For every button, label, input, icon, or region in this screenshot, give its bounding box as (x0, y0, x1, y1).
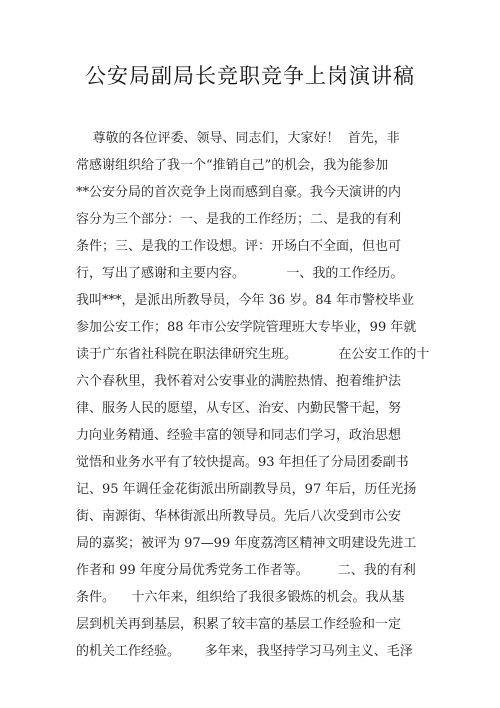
text-line: 律、服务人民的愿望，从专区、治安、内勤民警干起，努 (76, 401, 402, 416)
text-line: 作者和 99 年度分局优秀党务工作者等。 二、我的有利 (76, 563, 416, 578)
text-line: 六个春秋里，我怀着对公安事业的满腔热情、抱着维护法 (76, 374, 402, 389)
text-line: 行，写出了感谢和主要内容。 一、我的工作经历。 (76, 266, 404, 281)
text-line: 街、南源街、华林街派出所教导员。先后八次受到市公安 (76, 509, 402, 524)
text-line: 尊敬的各位评委、领导、同志们，大家好！ 首先，非 (76, 131, 400, 146)
text-line: 参加公安工作；88 年市公安学院管理班大专毕业，99 年就 (76, 320, 417, 335)
text-line: 条件。 十六年来，组织给了我很多锻炼的机会。我从基 (76, 590, 405, 605)
text-line: 容分为三个部分：一、是我的工作经历；二、是我的有利 (76, 212, 402, 227)
text-line: 力向业务精通、经验丰富的领导和同志们学习，政治思想 (76, 428, 402, 443)
text-line: 记、95 年调任金花街派出所副教导员，97 年后，历任光扬 (76, 482, 417, 497)
text-line: 的机关工作经验。 多年来，我坚持学习马列主义、毛泽 (76, 644, 413, 659)
text-line: **公安分局的首次竞争上岗而感到自豪。我今天演讲的内 (76, 185, 402, 200)
text-line: 局的嘉奖；被评为 97—99 年度荔湾区精神文明建设先进工 (76, 536, 417, 551)
text-line: 我叫***，是派出所教导员，今年 36 岁。84 年市警校毕业 (76, 293, 414, 308)
text-line: 条件；三、是我的工作设想。评：开场白不全面，但也可 (76, 239, 402, 254)
text-line: 读于广东省社科院在职法律研究生班。 在公安工作的十 (76, 347, 430, 362)
document-title: 公安局副局长竞职竞争上岗演讲稿 (85, 64, 415, 88)
text-line: 层到机关再到基层，积累了较丰富的基层工作经验和一定 (76, 617, 402, 632)
text-line: 常感谢组织给了我一个“推销自己”的机会，我为能参加 (76, 158, 389, 173)
document-body (76, 125, 436, 665)
text-line: 觉悟和业务水平有了较快提高。93 年担任了分局团委副书 (76, 455, 409, 470)
